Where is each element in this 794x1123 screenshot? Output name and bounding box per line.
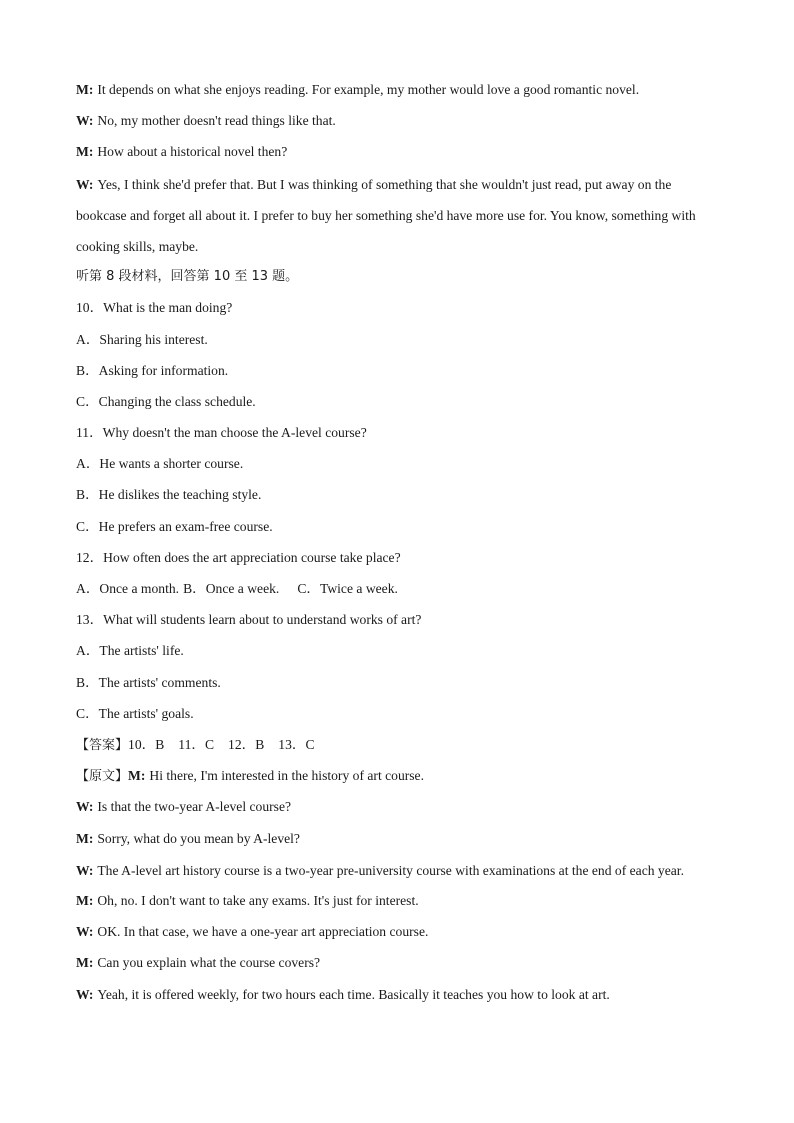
transcript-line bbox=[76, 797, 704, 828]
answer-item: 10．B bbox=[128, 736, 165, 752]
answer-item: 13．C bbox=[278, 736, 315, 752]
transcript-line bbox=[76, 922, 704, 953]
answer-option: B．He dislikes the teaching style. bbox=[76, 487, 262, 503]
dialogue-line bbox=[76, 111, 704, 142]
speaker-label: W: bbox=[76, 799, 94, 815]
answer-option: B．The artists' comments. bbox=[76, 674, 221, 690]
transcript-line bbox=[76, 985, 704, 1016]
answer-option: C．The artists' goals. bbox=[76, 705, 194, 721]
answer-option: A．The artists' life. bbox=[76, 643, 184, 659]
dialogue-text: The A-level art history course is a two-year pre-university course with examinations at the end of each year. bbox=[97, 862, 684, 878]
dialogue-text: OK. In that case, we have a one-year art appreciation course. bbox=[97, 924, 429, 940]
dialogue-text: No, my mother doesn't read things like that. bbox=[97, 113, 336, 129]
answer-option: B．Once a week. bbox=[183, 581, 280, 597]
answer-option: B．Asking for information. bbox=[76, 362, 229, 378]
section-heading: 听第 8 段材料，回答第 10 至 13 题。 bbox=[76, 269, 299, 285]
question-stem: 13．What will students learn about to understand works of art? bbox=[76, 612, 422, 628]
transcript-line bbox=[76, 855, 704, 886]
answer-option: A．Sharing his interest. bbox=[76, 331, 208, 347]
answer-option: C．Changing the class schedule. bbox=[76, 393, 256, 409]
speaker-label: W: bbox=[76, 113, 94, 129]
speaker-label: M: bbox=[76, 144, 94, 160]
speaker-label: M: bbox=[76, 82, 94, 97]
speaker-label: M: bbox=[76, 955, 94, 971]
dialogue-text: How about a historical novel then? bbox=[97, 144, 288, 160]
answer-label: 【答案】 bbox=[76, 737, 129, 753]
dialogue-text: Is that the two-year A-level course? bbox=[97, 799, 292, 815]
dialogue-text: Can you explain what the course covers? bbox=[97, 955, 321, 971]
answer-option: A．He wants a shorter course. bbox=[76, 456, 244, 472]
dialogue-text: Yes, I think she'd prefer that. But I was thinking of something that she wouldn't just read, put away on the bookcase and forget all about it. I prefer to buy her something she'd have more use for. You know, something with cooking skills, maybe. bbox=[76, 176, 696, 254]
speaker-label: W: bbox=[76, 924, 94, 940]
dialogue-text: Oh, no. I don't want to take any exams. It's just for interest. bbox=[97, 892, 419, 908]
speaker-label: W: bbox=[76, 176, 94, 192]
speaker-label: M: bbox=[128, 768, 146, 784]
question-stem: 11．Why doesn't the man choose the A-level course? bbox=[76, 425, 367, 441]
answer-key bbox=[76, 735, 704, 766]
dialogue-text: It depends on what she enjoys reading. For example, my mother would love a good romantic novel. bbox=[97, 82, 640, 97]
question-stem: 12．How often does the art appreciation course take place? bbox=[76, 549, 401, 565]
dialogue-text: Hi there, I'm interested in the history of art course. bbox=[149, 768, 424, 784]
speaker-label: M: bbox=[76, 892, 94, 908]
speaker-label: M: bbox=[76, 830, 94, 846]
answer-option: C．Twice a week. bbox=[297, 581, 398, 597]
dialogue-line bbox=[76, 80, 704, 111]
answer-option: A．Once a month. bbox=[76, 581, 180, 597]
transcript-line bbox=[76, 953, 704, 984]
answer-item: 11．C bbox=[178, 736, 215, 752]
answer-option: C．He prefers an exam-free course. bbox=[76, 518, 273, 534]
speaker-label: W: bbox=[76, 862, 94, 878]
inline-options bbox=[76, 579, 704, 610]
question-stem: 10．What is the man doing? bbox=[76, 300, 233, 316]
answer-item: 12．B bbox=[228, 736, 265, 752]
transcript-label: 【原文】 bbox=[76, 769, 129, 785]
speaker-label: W: bbox=[76, 986, 94, 1002]
transcript-line bbox=[76, 891, 704, 922]
transcript-line bbox=[76, 766, 704, 797]
dialogue-text: Sorry, what do you mean by A-level? bbox=[97, 830, 300, 846]
dialogue-text: Yeah, it is offered weekly, for two hours each time. Basically it teaches you how to look at art. bbox=[97, 986, 610, 1002]
dialogue-line bbox=[76, 169, 704, 263]
